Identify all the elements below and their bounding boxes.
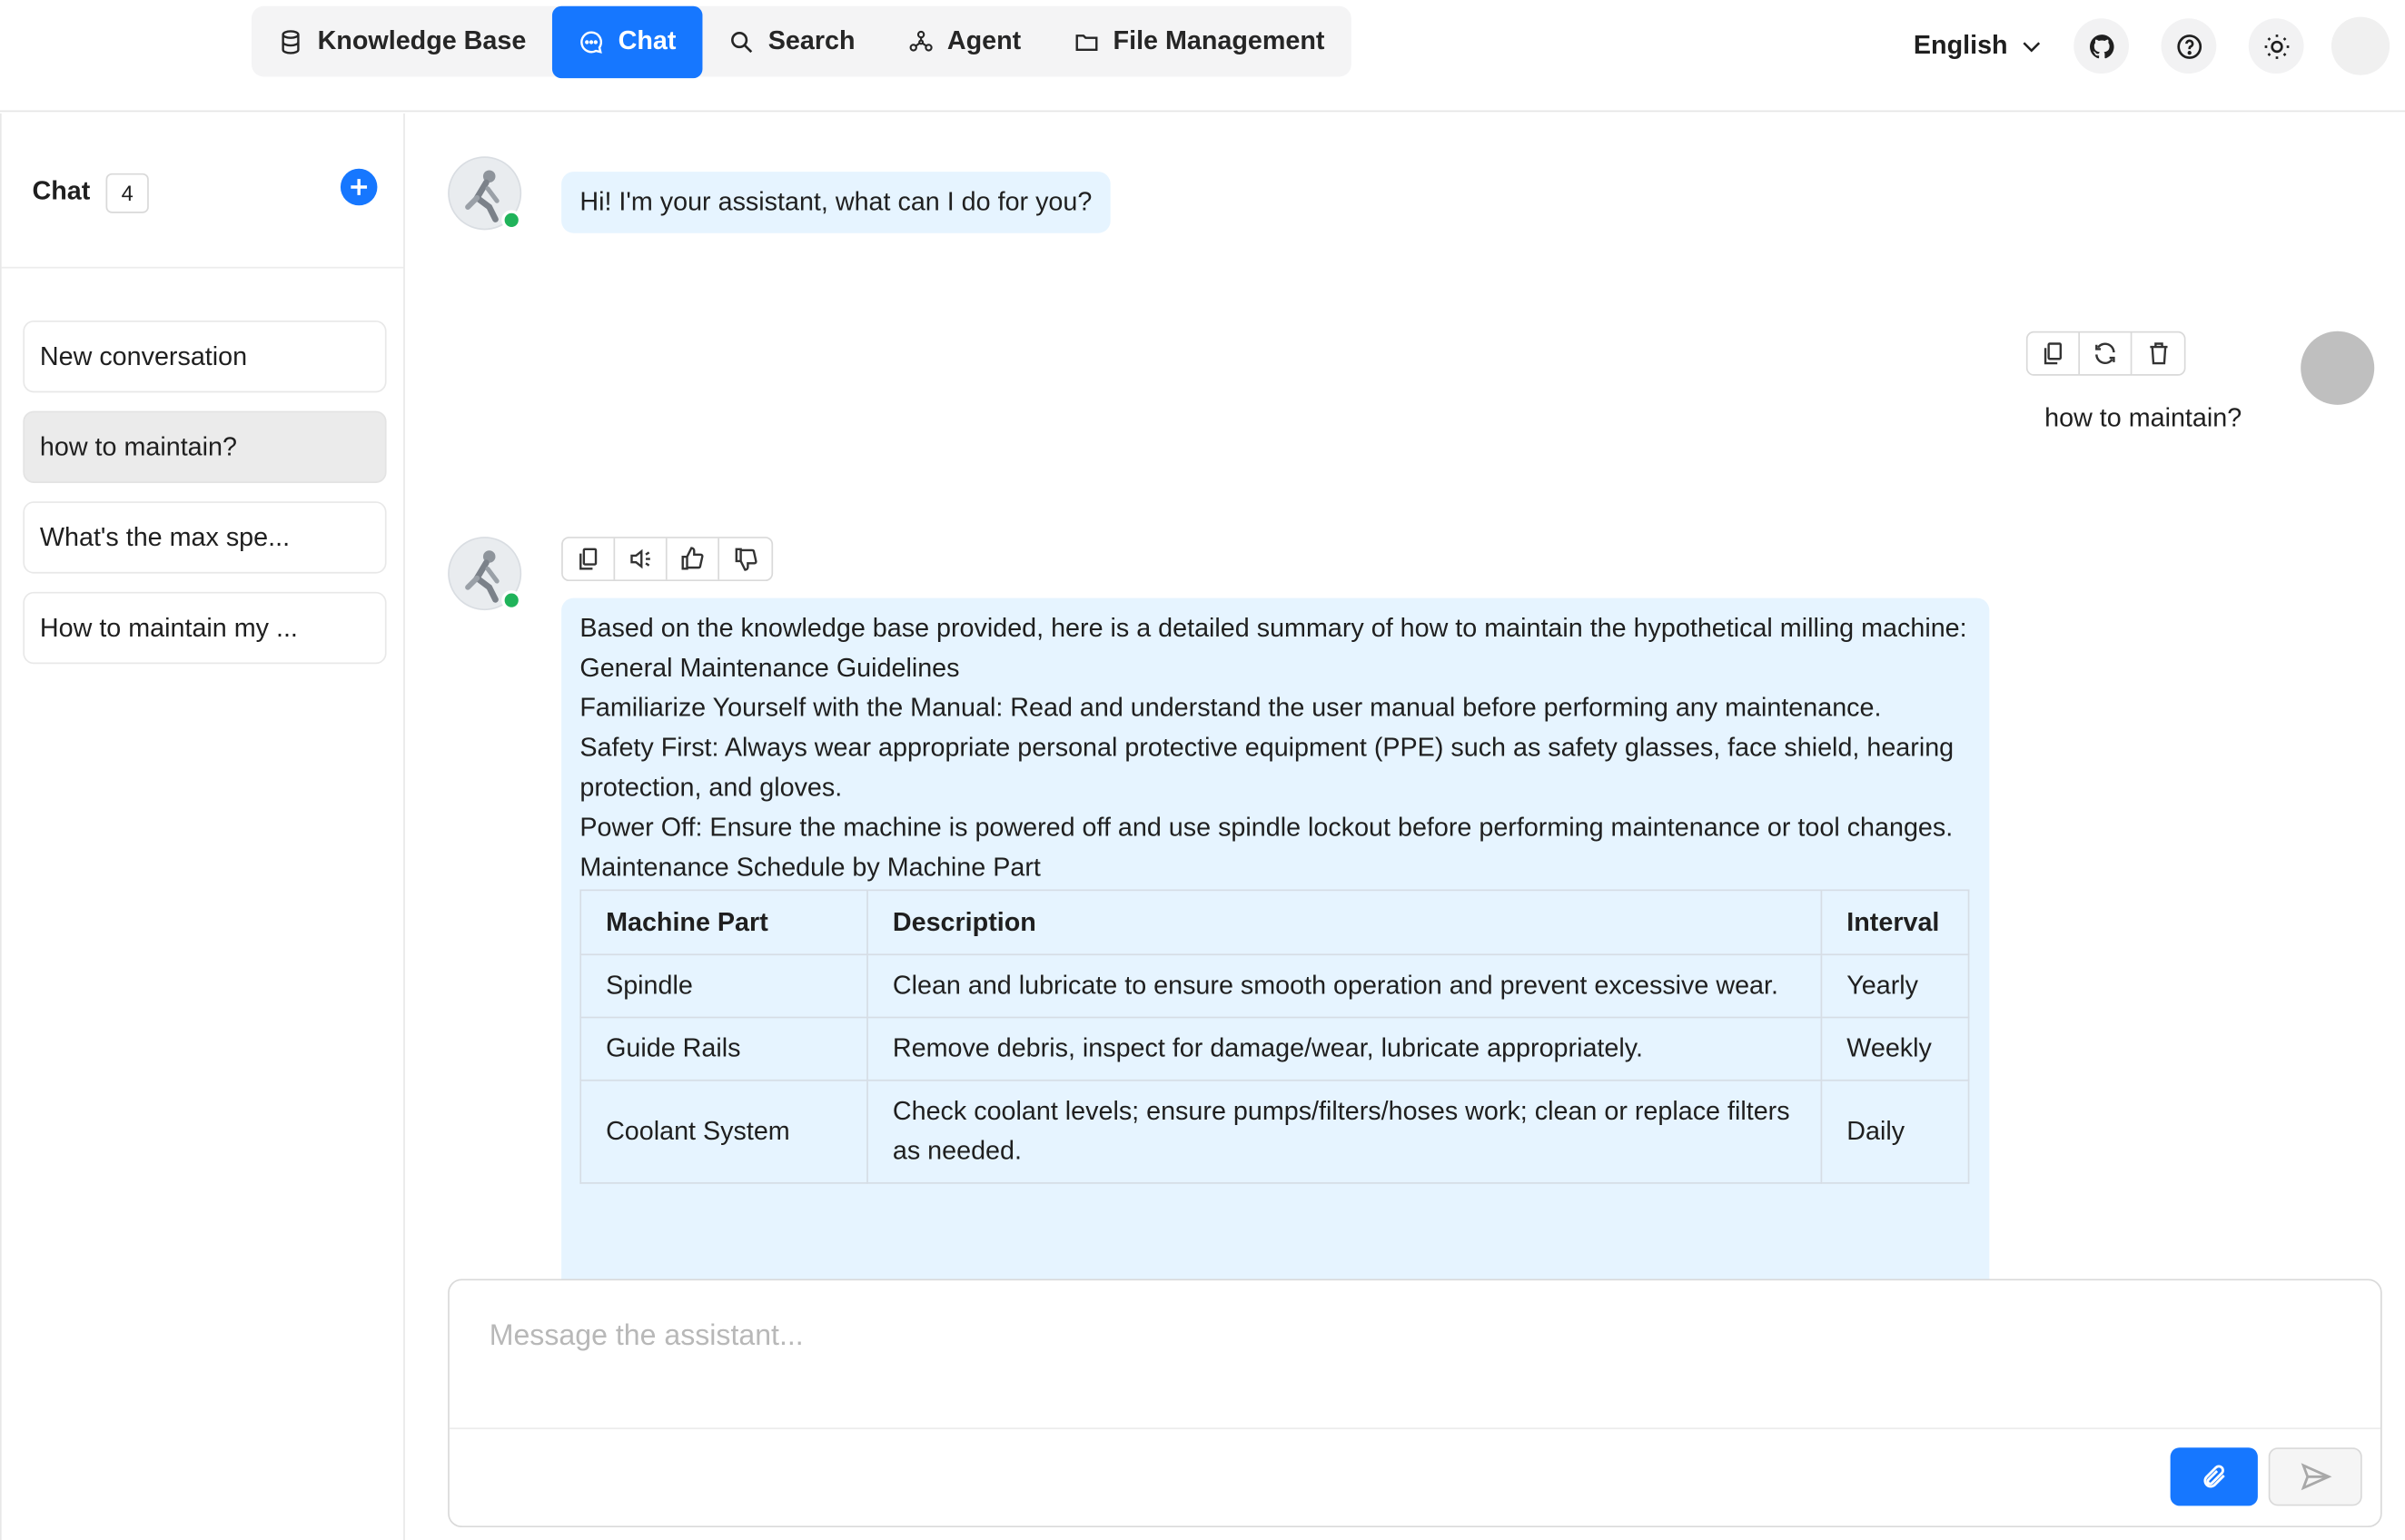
conversation-item[interactable]: How to maintain my ... <box>23 592 386 664</box>
tab-agent[interactable] <box>881 6 1047 77</box>
assistant-avatar <box>448 156 521 230</box>
sidebar-header <box>2 114 403 269</box>
user-avatar[interactable] <box>2331 17 2390 75</box>
assistant-greeting: Hi! I'm your assistant, what can I do for you? <box>561 172 1111 233</box>
tab-file-management[interactable] <box>1047 6 1351 77</box>
answer-point: Familiarize Yourself with the Manual: Read and understand the user manual before performing any maintenance. <box>579 693 1882 723</box>
conversation-sidebar <box>0 114 405 1540</box>
table-cell: Check coolant levels; ensure pumps/filters/hoses work; clean or replace filters as needed. <box>867 1081 1821 1183</box>
github-icon <box>2087 32 2116 61</box>
table-cell: Remove debris, inspect for damage/wear, lubricate appropriately. <box>867 1018 1821 1081</box>
answer-section-heading: General Maintenance Guidelines <box>579 653 960 683</box>
tab-label: Search <box>767 25 856 55</box>
table-cell: Guide Rails <box>580 1018 867 1081</box>
conversation-item[interactable]: New conversation <box>23 321 386 392</box>
like-button[interactable] <box>668 538 719 580</box>
folder-icon <box>1074 28 1100 54</box>
read-aloud-button[interactable] <box>615 538 667 580</box>
chat-icon <box>579 28 605 54</box>
table-cell: Coolant System <box>580 1081 867 1183</box>
table-cell: Spindle <box>580 954 867 1017</box>
header-actions <box>1914 18 2390 74</box>
table-cell: Yearly <box>1821 954 1968 1017</box>
user-message-text: how to maintain? <box>2044 403 2242 433</box>
github-button[interactable] <box>2073 18 2129 74</box>
send-icon <box>2299 1460 2332 1494</box>
online-status-dot <box>501 590 521 610</box>
answer-point: Power Off: Ensure the machine is powered off and use spindle lockout before performing maintenance or tool changes. <box>579 813 1954 843</box>
main-nav <box>252 6 1351 77</box>
refresh-icon <box>2092 341 2118 367</box>
column-header: Description <box>867 890 1821 954</box>
composer-divider <box>450 1427 2380 1429</box>
sidebar-title: Chat <box>32 176 91 206</box>
online-status-dot <box>501 210 521 230</box>
chevron-down-icon <box>2020 35 2043 57</box>
delete-button[interactable] <box>2132 332 2183 374</box>
dislike-button[interactable] <box>719 538 771 580</box>
agent-graph-icon <box>907 28 934 54</box>
tab-search[interactable] <box>702 6 881 77</box>
trash-icon <box>2145 341 2172 367</box>
assistant-message-toolbar <box>561 537 773 581</box>
table-row <box>580 1081 1968 1183</box>
table-cell: Clean and lubricate to ensure smooth operation and prevent excessive wear. <box>867 954 1821 1017</box>
regenerate-button[interactable] <box>2080 332 2132 374</box>
search-icon <box>728 28 755 54</box>
conversation-item[interactable]: What's the max spe... <box>23 501 386 573</box>
table-cell: Weekly <box>1821 1018 1968 1081</box>
message-composer[interactable] <box>448 1278 2382 1527</box>
tab-chat[interactable] <box>552 5 702 77</box>
chat-messages <box>405 114 2405 1278</box>
paperclip-icon <box>2201 1463 2228 1490</box>
help-button[interactable] <box>2161 18 2216 74</box>
copy-button[interactable] <box>2028 332 2080 374</box>
thumbs-up-icon <box>679 546 706 572</box>
tab-label: Agent <box>946 25 1022 55</box>
help-icon <box>2174 32 2203 61</box>
column-header: Interval <box>1821 890 1968 954</box>
language-selector[interactable] <box>1914 31 2044 62</box>
answer-point: Safety First: Always wear appropriate personal protective equipment (PPE) such as safety glasses, face shield, hearing protection, and gloves. <box>579 733 1955 803</box>
thumbs-down-icon <box>732 546 758 572</box>
conversation-list <box>23 321 386 683</box>
conversation-count-badge: 4 <box>106 173 149 213</box>
copy-icon <box>575 546 601 572</box>
speaker-icon <box>628 546 654 572</box>
language-label: English <box>1913 30 2008 60</box>
message-input[interactable]: Message the assistant... <box>489 1320 804 1353</box>
answer-intro: Based on the knowledge base provided, here is a detailed summary of how to maintain the hypothetical milling machine: <box>579 613 1967 643</box>
conversation-item-selected[interactable]: how to maintain? <box>23 411 386 483</box>
user-message-avatar <box>2301 331 2374 405</box>
send-button[interactable] <box>2269 1447 2362 1505</box>
new-conversation-button[interactable] <box>341 169 378 206</box>
maintenance-table <box>579 889 1969 1183</box>
answer-section-heading: Maintenance Schedule by Machine Part <box>579 852 1041 883</box>
table-row <box>580 954 1968 1017</box>
tab-label: Chat <box>618 25 677 55</box>
assistant-answer <box>561 598 1989 1279</box>
copy-icon <box>2040 341 2066 367</box>
database-icon <box>278 28 304 54</box>
plus-icon <box>348 176 370 198</box>
table-row <box>580 1018 1968 1081</box>
attach-file-button[interactable] <box>2171 1447 2258 1505</box>
copy-button[interactable] <box>563 538 615 580</box>
table-header-row <box>580 890 1968 954</box>
tab-knowledge-base[interactable] <box>252 6 552 77</box>
table-cell: Daily <box>1821 1081 1968 1183</box>
theme-toggle-button[interactable] <box>2249 18 2304 74</box>
user-message-toolbar <box>2026 331 2186 376</box>
theme-sun-icon <box>2261 32 2291 61</box>
assistant-avatar <box>448 537 521 610</box>
top-header <box>0 0 2405 112</box>
column-header: Machine Part <box>580 890 867 954</box>
tab-label: File Management <box>1113 25 1325 55</box>
tab-label: Knowledge Base <box>317 25 527 55</box>
